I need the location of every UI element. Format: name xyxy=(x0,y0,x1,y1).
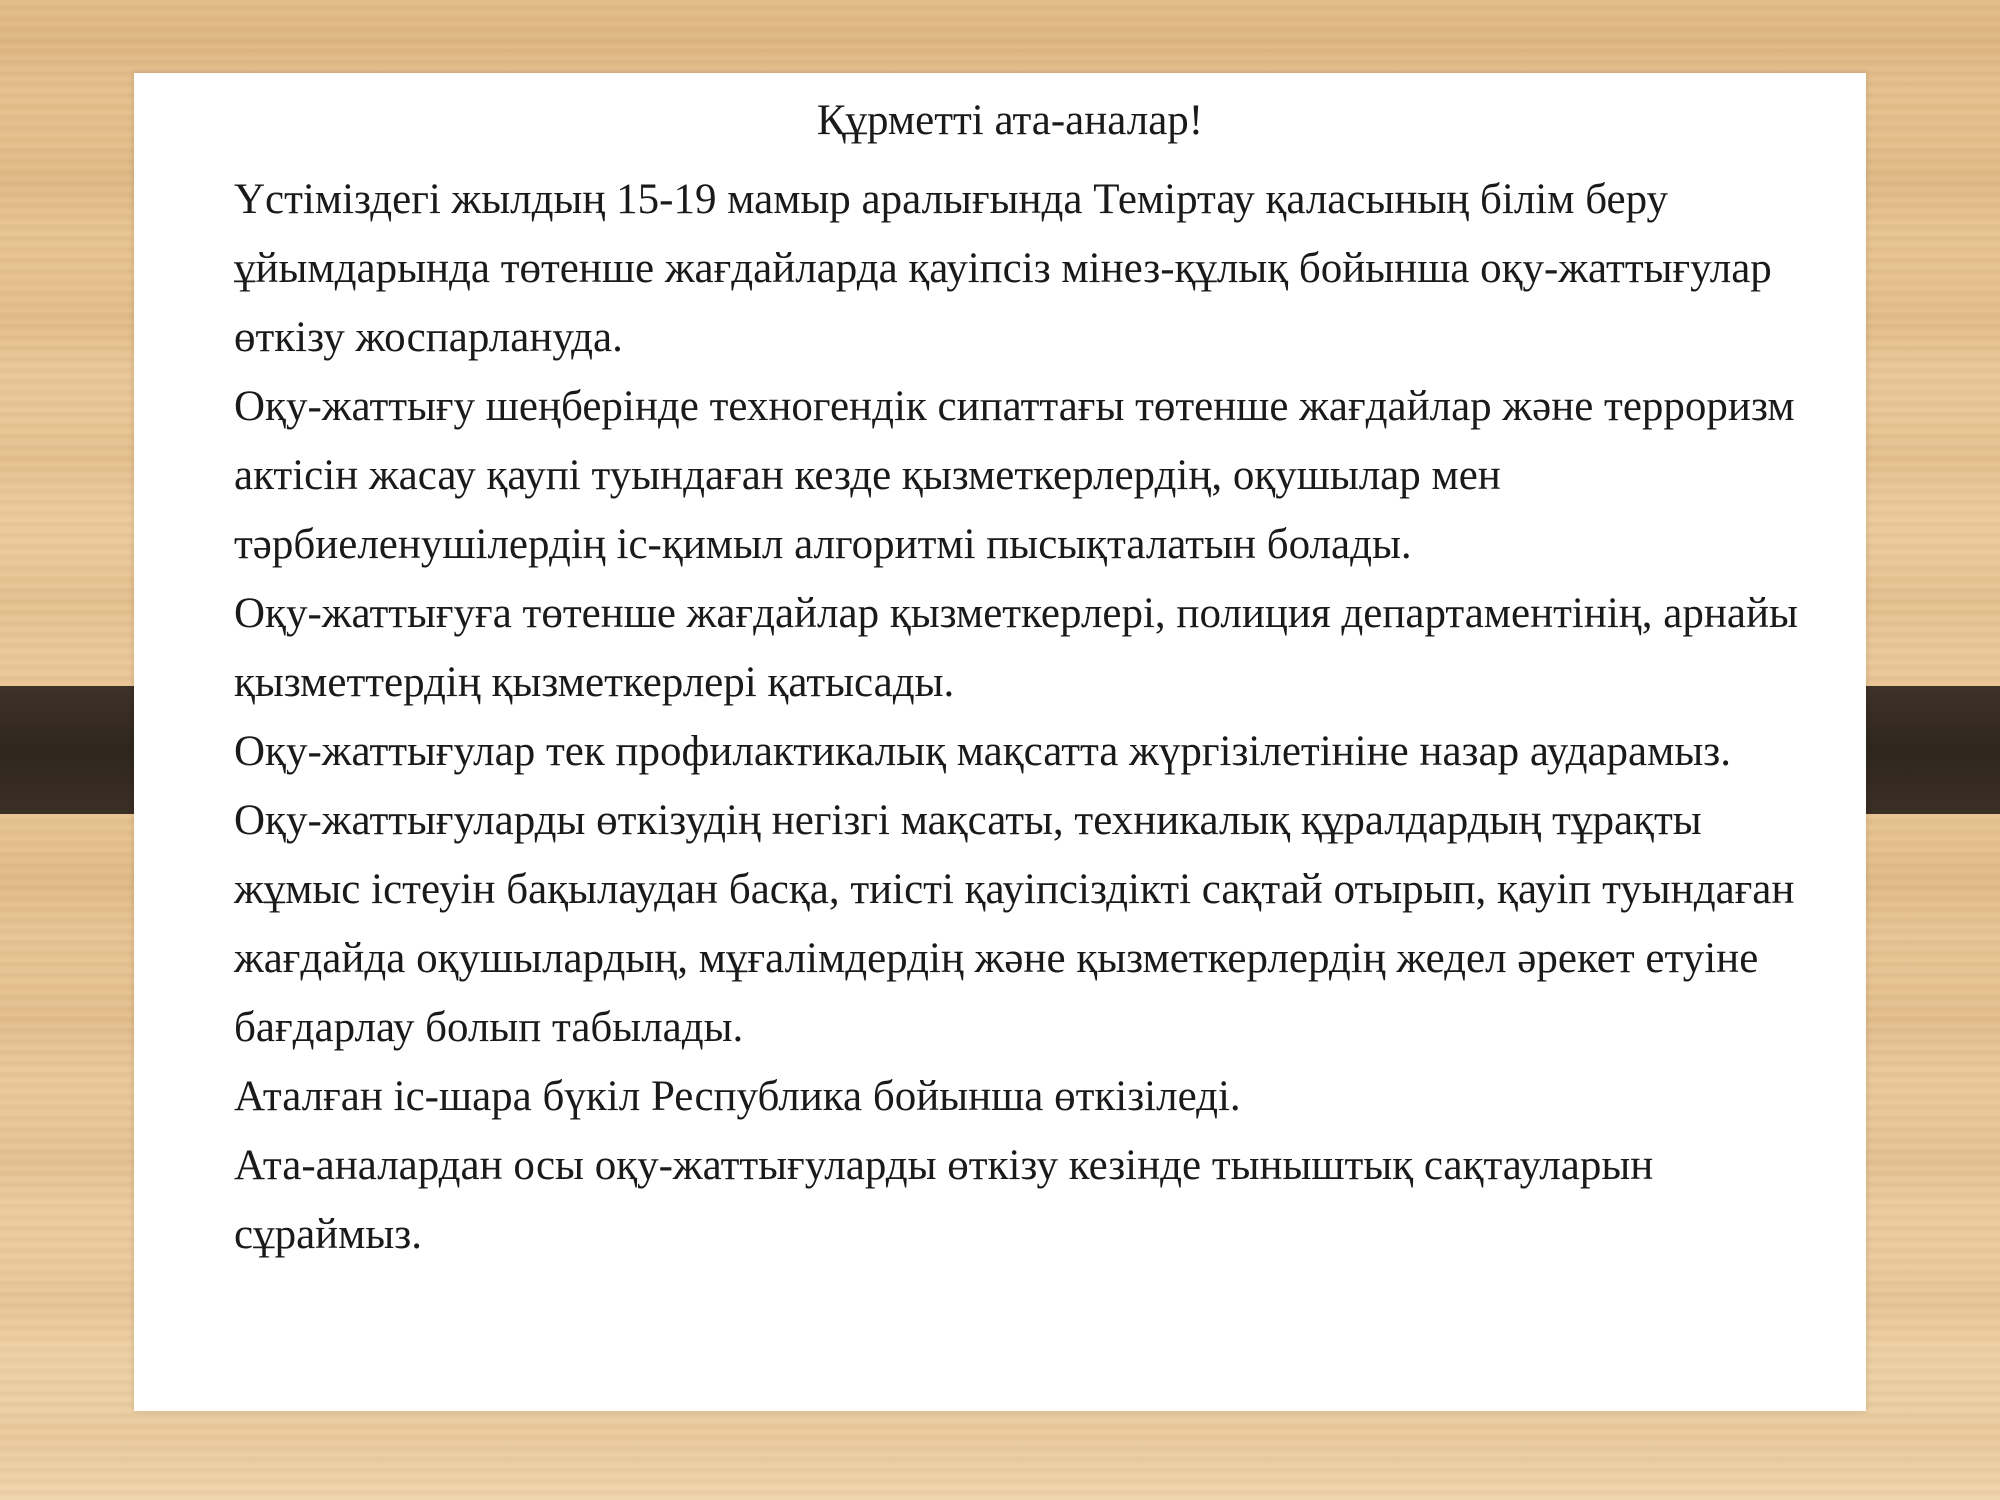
slide-title: Құрметті ата-аналар! xyxy=(816,97,1204,144)
paragraph-republic-wide: Аталған іс-шара бүкіл Республика бойынша өткізіледі. xyxy=(234,1073,1241,1120)
slide-content-panel xyxy=(134,73,1866,1411)
paragraph-exercise-dates: Үстіміздегі жылдың 15-19 мамыр аралығында Теміртау қаласының білім беру ұйымдарында төтенше жағдайларда қауіпсіз мінез-құлық бойынша оқу-жаттығулар өткізу жоспарлануда. xyxy=(234,176,1772,361)
paragraph-exercise-scope: Оқу-жаттығу шеңберінде техногендік сипаттағы төтенше жағдайлар және терроризм актісін жасау қаупі туындаған кезде қызметкерлердің, оқушылар мен тәрбиеленушілердің іс-қимыл алгоритмі пысықталатын болады. xyxy=(234,383,1795,568)
slide-body xyxy=(234,165,1834,1269)
paragraph-participants: Оқу-жаттығуға төтенше жағдайлар қызметкерлері, полиция департаментінің, арнайы қызметтердің қызметкерлері қатысады. xyxy=(234,590,1798,706)
paragraph-preventive-note: Оқу-жаттығулар тек профилактикалық мақсатта жүргізілетініне назар аударамыз. xyxy=(234,728,1731,775)
paragraph-main-goal: Оқу-жаттығуларды өткізудің негізгі мақсаты, техникалық құралдардың тұрақты жұмыс істеуін бақылаудан басқа, тиісті қауіпсіздікті сақтай отырып, қауіп туындаған жағдайда оқушылардың, мұғалімдердің және қызметкерлердің жедел әрекет етуіне бағдарлау болып табылады. xyxy=(234,797,1795,1051)
paragraph-request-calm: Ата-аналардан осы оқу-жаттығуларды өткізу кезінде тыныштық сақтауларын сұраймыз. xyxy=(234,1142,1654,1258)
